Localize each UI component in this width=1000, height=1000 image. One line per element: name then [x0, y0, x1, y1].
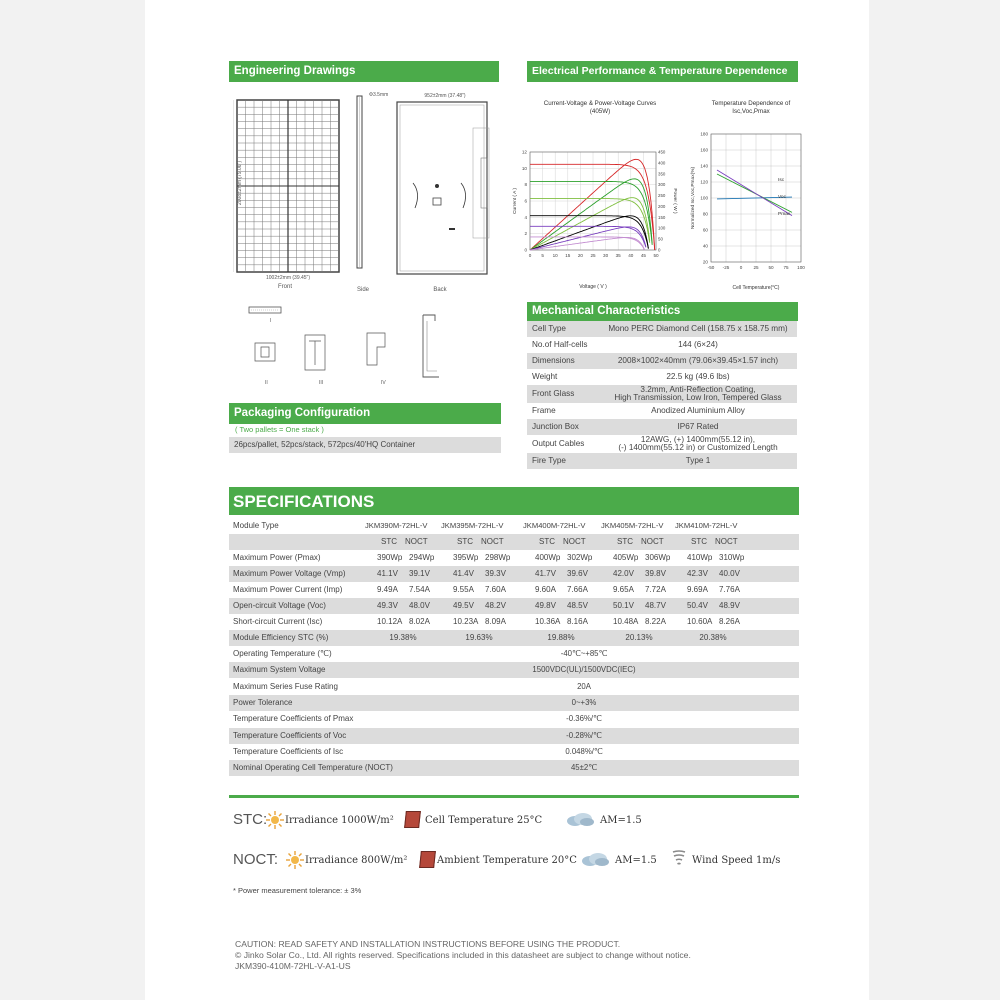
- y2-tick-label: 150: [658, 214, 666, 220]
- y-tick-label: 2: [524, 231, 527, 237]
- noct-am: AM=1.5: [615, 855, 657, 866]
- spec-common-value: -40℃~+85℃: [560, 649, 608, 658]
- noct-value: 298Wp: [485, 553, 511, 562]
- model-name: JKM405M-72HL-V: [601, 521, 664, 530]
- detail-label-1: I: [270, 318, 272, 324]
- detail-label-2: II: [265, 380, 268, 386]
- noct-value: 48.5V: [567, 601, 588, 610]
- mech-key: Fire Type: [532, 456, 566, 465]
- stc-value: 10.23A: [453, 617, 479, 626]
- footer-copyright: © Jinko Solar Co., Ltd. All rights reserved. Specifications included in this datasheet are subject to change without notice.: [235, 950, 691, 960]
- stc-header: STC: [539, 537, 555, 546]
- spec-common-value: 20A: [577, 681, 591, 691]
- x-tick-label: 50: [653, 253, 659, 258]
- stc-value: 9.69A: [687, 585, 708, 594]
- stc-value: 10.12A: [377, 617, 403, 626]
- specifications-header: SPECIFICATIONS: [229, 487, 799, 515]
- noct-header: NOCT: [481, 537, 504, 546]
- footer-caution: CAUTION: READ SAFETY AND INSTALLATION INSTRUCTIONS BEFORE USING THE PRODUCT.: [235, 939, 621, 949]
- noct-irradiance: Irradiance 800W/m²: [305, 855, 408, 866]
- noct-value: 48.2V: [485, 601, 506, 610]
- y2-tick-label: 100: [658, 225, 666, 231]
- packaging-header: Packaging Configuration: [229, 403, 501, 424]
- series-label: Voc: [778, 195, 787, 200]
- spec-row-module-type: [229, 518, 799, 534]
- spec-label: Short-circuit Current (Isc): [233, 617, 323, 626]
- datasheet-page: [145, 0, 869, 1000]
- mech-key: Front Glass: [532, 389, 575, 398]
- spec-row: [229, 614, 799, 630]
- model-name: JKM410M-72HL-V: [675, 521, 738, 530]
- mech-row: [527, 453, 797, 469]
- spec-row-common: [229, 679, 799, 695]
- noct-header: NOCT: [641, 537, 664, 546]
- spec-row-common: [229, 728, 799, 744]
- spec-common-value: 45±2℃: [570, 763, 598, 773]
- stc-value: 9.49A: [377, 585, 398, 594]
- packaging-note: ( Two pallets = One stack ): [235, 425, 324, 434]
- mech-key: No.of Half-cells: [532, 340, 588, 349]
- x-tick-label: 30: [603, 253, 609, 258]
- mech-row: [527, 385, 797, 403]
- stc-value: 10.48A: [613, 617, 639, 626]
- mech-value-line: 3.2mm, Anti-Reflection Coating,: [640, 385, 756, 394]
- mech-value: 2008×1002×40mm (79.06×39.45×1.57 inch): [617, 356, 779, 365]
- footer: [235, 939, 855, 972]
- temp-chart-title: Temperature Dependence of Isc,Voc,Pmax: [711, 100, 791, 115]
- stc-value: 9.60A: [535, 585, 556, 594]
- y-tick-label: 40: [702, 243, 708, 249]
- front-width-dim: 1002±2mm (39.45"): [266, 275, 310, 281]
- noct-label: NOCT:: [233, 851, 278, 868]
- y2-tick-label: 0: [658, 247, 661, 253]
- mechanical-table: [527, 321, 798, 471]
- model-name: JKM395M-72HL-V: [441, 521, 504, 530]
- mech-row: [527, 321, 797, 337]
- x-tick-label: 20: [577, 253, 583, 258]
- mech-value: Mono PERC Diamond Cell (158.75 x 158.75 mm): [608, 324, 788, 333]
- spec-label: Module Efficiency STC (%): [233, 633, 329, 642]
- side-dim: Φ3.5mm: [369, 92, 389, 98]
- mech-key: Weight: [532, 372, 558, 381]
- noct-ambient-temp: Ambient Temperature 20°C: [437, 855, 577, 866]
- noct-value: 7.72A: [645, 585, 666, 594]
- y-tick-label: 4: [524, 214, 527, 220]
- y-tick-label: 10: [521, 165, 527, 171]
- noct-value: 7.76A: [719, 585, 740, 594]
- cloud-icon-noct: [580, 851, 610, 867]
- stc-value: 49.3V: [377, 601, 398, 610]
- x-tick-label: 10: [552, 253, 558, 258]
- mechanical-header: Mechanical Characteristics: [527, 302, 798, 321]
- noct-value: 8.09A: [485, 617, 506, 626]
- spec-common-value: -0.36%/℃: [566, 714, 602, 724]
- noct-value: 39.3V: [485, 569, 506, 578]
- noct-header: NOCT: [715, 537, 738, 546]
- efficiency-value: 19.38%: [389, 633, 417, 642]
- spec-row-stc-noct: [229, 534, 799, 550]
- spec-label: Maximum System Voltage: [233, 665, 326, 675]
- spec-label: Nominal Operating Cell Temperature (NOCT): [233, 763, 393, 773]
- spec-row-common: [229, 695, 799, 711]
- y-tick-label: 180: [700, 131, 708, 137]
- spec-row-common: [229, 646, 799, 662]
- spec-label: Module Type: [233, 521, 279, 530]
- spec-label: Power Tolerance: [233, 697, 293, 707]
- x-tick-label: 15: [565, 253, 571, 258]
- stc-value: 41.1V: [377, 569, 398, 578]
- spec-divider: [229, 795, 799, 798]
- mech-value: Anodized Aluminium Alloy: [651, 406, 745, 415]
- spec-common-value: -0.28%/℃: [566, 730, 602, 740]
- spec-label: Open-circuit Voltage (Voc): [233, 601, 326, 610]
- stc-value: 10.36A: [535, 617, 561, 626]
- y-tick-label: 0: [524, 247, 527, 253]
- y-axis-label: Normalized Isc,Voc,Pmax(%): [691, 166, 696, 230]
- y2-tick-label: 250: [658, 193, 666, 199]
- y2-tick-label: 450: [658, 149, 666, 155]
- mech-row: [527, 419, 797, 435]
- stc-value: 50.4V: [687, 601, 708, 610]
- spec-label: Maximum Power Voltage (Vmp): [233, 569, 346, 578]
- noct-value: 39.6V: [567, 569, 588, 578]
- x-tick-label: 0: [528, 253, 532, 258]
- y2-tick-label: 400: [658, 160, 666, 166]
- stc-value: 395Wp: [453, 553, 479, 562]
- mech-key: Junction Box: [532, 422, 579, 431]
- pmax-line: [717, 170, 792, 216]
- mech-value: [599, 435, 797, 452]
- stc-value: 400Wp: [535, 553, 561, 562]
- stc-value: 410Wp: [687, 553, 713, 562]
- spec-row-common: [229, 744, 799, 760]
- back-width-dim: 952±2mm (37.48"): [424, 93, 466, 99]
- series-label: Pmax: [778, 212, 791, 217]
- noct-wind: Wind Speed 1m/s: [692, 855, 781, 866]
- back-view-drawing: [393, 98, 503, 282]
- noct-value: 48.9V: [719, 601, 740, 610]
- stc-value: 9.55A: [453, 585, 474, 594]
- spec-label: Temperature Coefficients of Voc: [233, 730, 347, 740]
- noct-value: 39.1V: [409, 569, 430, 578]
- x-tick-label: 50: [768, 265, 774, 270]
- sun-icon-noct: [286, 851, 304, 869]
- mech-row: [527, 403, 797, 419]
- mech-value: 144 (6×24): [678, 340, 718, 349]
- noct-value: 7.60A: [485, 585, 506, 594]
- noct-value: 7.54A: [409, 585, 430, 594]
- stc-header: STC: [691, 537, 707, 546]
- stc-value: 41.7V: [535, 569, 556, 578]
- noct-value: 8.16A: [567, 617, 588, 626]
- sun-icon: [266, 811, 284, 829]
- stc-header: STC: [457, 537, 473, 546]
- electrical-header: Electrical Performance & Temperature Dependence: [527, 61, 798, 82]
- mech-value: 22.5 kg (49.6 lbs): [666, 372, 730, 381]
- iv-chart: [508, 140, 680, 290]
- detail-label-3: III: [319, 380, 324, 386]
- cell-icon-noct: [419, 851, 436, 868]
- noct-value: 294Wp: [409, 553, 435, 562]
- noct-value: 8.22A: [645, 617, 666, 626]
- x-tick-label: 45: [640, 253, 646, 258]
- mech-key: Dimensions: [532, 356, 575, 365]
- packaging-detail: 26pcs/pallet, 52pcs/stack, 572pcs/40'HQ Container: [234, 440, 416, 449]
- spec-row: [229, 566, 799, 582]
- efficiency-value: 20.38%: [699, 633, 727, 642]
- y2-tick-label: 300: [658, 182, 666, 188]
- y-tick-label: 6: [524, 198, 527, 204]
- y-tick-label: 20: [702, 259, 708, 265]
- x-tick-label: 25: [590, 253, 596, 258]
- iv-curve: [530, 199, 650, 243]
- stc-value: 405Wp: [613, 553, 639, 562]
- efficiency-value: 20.13%: [625, 633, 653, 642]
- y2-axis-label: Power ( W ): [672, 188, 677, 214]
- noct-value: 48.7V: [645, 601, 666, 610]
- stc-value: 42.3V: [687, 569, 708, 578]
- stc-value: 50.1V: [613, 601, 634, 610]
- packaging-detail-row: [229, 437, 501, 453]
- mech-row: [527, 369, 797, 385]
- mech-value: Type 1: [685, 456, 711, 465]
- spec-label: Operating Temperature (℃): [233, 649, 332, 658]
- stc-value: 9.65A: [613, 585, 634, 594]
- spec-row-efficiency: [229, 630, 799, 646]
- y-tick-label: 8: [524, 182, 527, 188]
- mech-key: Cell Type: [532, 324, 566, 333]
- front-view-drawing: [233, 90, 345, 290]
- stc-label: STC:: [233, 811, 268, 828]
- iv-chart-title: Current-Voltage & Power-Voltage Curves (405W): [543, 100, 657, 115]
- noct-value: 8.02A: [409, 617, 430, 626]
- mech-value-line: 12AWG, (+) 1400mm(55.12 in),: [640, 435, 756, 444]
- x-tick-label: -50: [707, 265, 715, 270]
- spec-label: Maximum Power (Pmax): [233, 553, 321, 562]
- mech-value: [599, 385, 797, 402]
- mech-key: Frame: [532, 406, 556, 415]
- x-tick-label: 25: [753, 265, 759, 270]
- noct-header: NOCT: [563, 537, 586, 546]
- stc-value: 49.5V: [453, 601, 474, 610]
- spec-row: [229, 550, 799, 566]
- stc-irradiance: Irradiance 1000W/m²: [285, 815, 394, 826]
- stc-am: AM=1.5: [600, 815, 642, 826]
- noct-header: NOCT: [405, 537, 428, 546]
- stc-value: 42.0V: [613, 569, 634, 578]
- front-label: Front: [277, 284, 292, 290]
- mech-value: IP67 Rated: [677, 422, 719, 431]
- spec-row: [229, 598, 799, 614]
- x-tick-label: 0: [739, 265, 743, 270]
- x-axis-label: Cell Temperature(°C): [732, 285, 780, 291]
- mech-value-line: (-) 1400mm(55.12 in) or Customized Length: [618, 443, 778, 452]
- spec-label: Maximum Power Current (Imp): [233, 585, 343, 594]
- noct-value: 48.0V: [409, 601, 430, 610]
- y-tick-label: 12: [521, 149, 527, 155]
- mech-row: [527, 435, 797, 453]
- noct-value: 40.0V: [719, 569, 740, 578]
- mech-key: Output Cables: [532, 439, 585, 448]
- y2-tick-label: 50: [658, 236, 663, 242]
- spec-row-common: [229, 760, 799, 776]
- stc-value: 41.4V: [453, 569, 474, 578]
- model-name: JKM390M-72HL-V: [365, 521, 428, 530]
- engineering-drawings-header: Engineering Drawings: [229, 61, 499, 82]
- side-label: Side: [356, 287, 369, 293]
- y-tick-label: 60: [702, 227, 708, 233]
- x-tick-label: 5: [541, 253, 544, 258]
- mech-value-line: High Transmission, Low Iron, Tempered Glass: [614, 393, 782, 402]
- spec-row-common: [229, 662, 799, 678]
- noct-value: 310Wp: [719, 553, 745, 562]
- detail-label-4: IV: [381, 380, 386, 386]
- y-tick-label: 120: [700, 179, 708, 185]
- stc-cell-temp: Cell Temperature 25°C: [425, 815, 543, 826]
- x-tick-label: 40: [628, 253, 634, 258]
- y-tick-label: 100: [700, 195, 708, 201]
- spec-common-value: 0~+3%: [571, 697, 597, 707]
- mech-row: [527, 353, 797, 369]
- y2-tick-label: 350: [658, 171, 666, 177]
- iv-curve: [530, 181, 652, 245]
- x-axis-label: Voltage ( V ): [579, 284, 607, 290]
- y2-tick-label: 200: [658, 203, 666, 209]
- spec-label: Maximum Series Fuse Rating: [233, 681, 338, 691]
- x-tick-label: -25: [722, 265, 730, 270]
- back-label: Back: [433, 287, 447, 293]
- spec-common-value: 0.048%/℃: [565, 746, 603, 756]
- efficiency-value: 19.88%: [547, 633, 575, 642]
- efficiency-value: 19.63%: [465, 633, 493, 642]
- spec-row-common: [229, 711, 799, 727]
- x-tick-label: 100: [797, 265, 805, 270]
- noct-value: 302Wp: [567, 553, 593, 562]
- footer-doc-code: JKM390-410M-72HL-V-A1-US: [235, 961, 351, 971]
- noct-value: 7.66A: [567, 585, 588, 594]
- y-tick-label: 80: [702, 211, 708, 217]
- cloud-icon: [565, 811, 595, 827]
- series-label: Isc: [778, 178, 785, 183]
- mech-row: [527, 337, 797, 353]
- spec-common-value: 1500VDC(UL)/1500VDC(IEC): [532, 665, 636, 675]
- noct-value: 8.26A: [719, 617, 740, 626]
- y-axis-label: Current ( A ): [513, 188, 518, 214]
- noct-value: 306Wp: [645, 553, 671, 562]
- x-tick-label: 75: [783, 265, 789, 270]
- stc-value: 49.8V: [535, 601, 556, 610]
- tolerance-note: * Power measurement tolerance: ± 3%: [233, 886, 362, 895]
- wind-icon: [671, 849, 687, 869]
- y-tick-label: 140: [700, 163, 708, 169]
- stc-header: STC: [381, 537, 397, 546]
- stc-header: STC: [617, 537, 633, 546]
- stc-value: 390Wp: [377, 553, 403, 562]
- temp-chart: [685, 128, 805, 293]
- front-height-dim: 2008±2mm (79.06"): [237, 161, 243, 205]
- model-name: JKM400M-72HL-V: [523, 521, 586, 530]
- spec-label: Temperature Coefficients of Isc: [233, 746, 344, 756]
- spec-row: [229, 582, 799, 598]
- y-tick-label: 160: [700, 147, 708, 153]
- x-tick-label: 35: [615, 253, 621, 258]
- noct-value: 39.8V: [645, 569, 666, 578]
- cell-icon: [404, 811, 421, 828]
- spec-label: Temperature Coefficients of Pmax: [233, 714, 354, 724]
- stc-value: 10.60A: [687, 617, 713, 626]
- side-view-drawing: [353, 92, 367, 272]
